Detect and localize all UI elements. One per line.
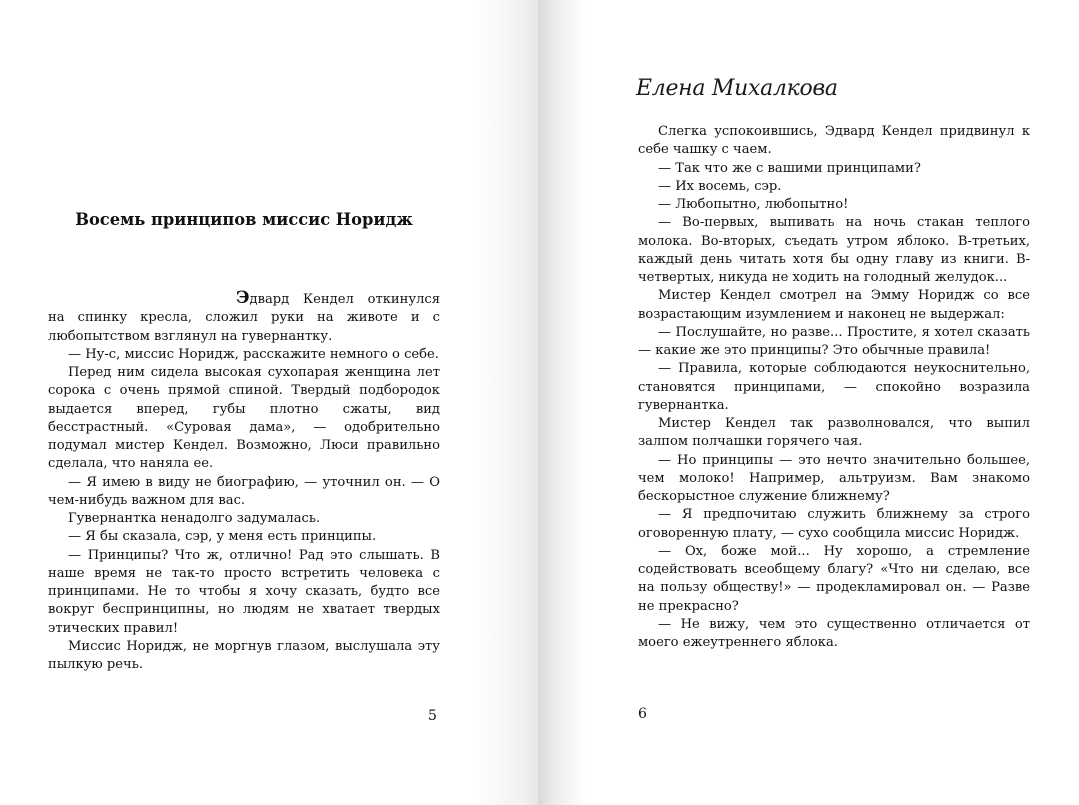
paragraph: — Правила, которые соблюдаются неукоснительно, становятся принципами, — спокойно возразила гувернантка. [638,361,1030,413]
paragraph: — Любопытно, любопытно! [658,197,849,212]
paragraph: Мистер Кендел так разволновался, что выпил залпом полчашки горячего чая. [638,416,1030,450]
paragraph: Перед ним сидела высокая сухопарая женщина лет сорока с очень прямой спиной. Твердый подбородок выдается вперед, губы плотно сжаты, вид бесстрастный. «Суровая дама», — одобрительно подумал мистер Кендел. Возможно, Люси правильно сделала, что наняла ее. [48,365,440,472]
right-page-text [638,123,1030,652]
paragraph: — Ох, боже мой... Ну хорошо, а стремление содействовать всеобщему благу? «Что ни сделаю, все на пользу обществу!» — продекламировал он. — Разве не прекрасно? [638,543,1030,614]
paragraph: — Принципы? Что ж, отлично! Рад это слышать. В наше время не так-то просто встретить человека с принципами. Не то чтобы я хочу сказать, будто все вокруг беспринципны, но людям не хватает твердых этических правил! [48,547,440,636]
left-page-text [48,289,440,674]
paragraph: — Но принципы — это нечто значительно большее, чем молоко! Например, альтруизм. Вам знакомо бескорыстное служение ближнему? [638,452,1030,504]
first-paragraph [48,289,440,346]
author-header: Елена Михалкова [636,76,838,101]
page-number-right: 6 [638,706,647,722]
chapter-title: Восемь принципов миссис Норидж [75,210,413,229]
paragraph: — Так что же с вашими принципами? [658,160,921,176]
left-page [0,0,538,805]
paragraph: — Я имею в виду не биографию, — уточнил он. — О чем-нибудь важном для вас. [48,474,440,508]
paragraph: — Я предпочитаю служить ближнему за строго оговоренную плату, — сухо сообщила миссис Норидж. [638,507,1030,541]
paragraph: — Не вижу, чем это существенно отличается от моего ежеутреннего яблока. [638,616,1030,650]
paragraph: — Ну-с, миссис Норидж, расскажите немного о себе. [68,346,439,362]
page-number-left: 5 [428,708,437,724]
paragraph: — Послушайте, но разве... Простите, я хотел сказать — какие же это принципы? Это обычные правила! [638,324,1030,358]
right-page [538,0,1079,805]
paragraph: — Их восемь, сэр. [658,178,782,194]
paragraph: Мистер Кендел смотрел на Эмму Норидж со все возрастающим изумлением и наконец не выдержал: [638,288,1030,322]
paragraph: — Я бы сказала, сэр, у меня есть принципы. [68,529,377,545]
first-paragraph-text: двард Кендел откинулся на спинку кресла, сложил руки на животе и с любопытством взглянул на гувернантку. [48,292,440,344]
paragraph: Миссис Норидж, не моргнув глазом, выслушала эту пылкую речь. [48,638,440,672]
paragraph: — Во-первых, выпивать на ночь стакан теплого молока. Во-вторых, съедать утром яблоко. В-третьих, каждый день читать хотя бы одну главу из книги. В-четвертых, никуда не ходить на голодный желудок... [638,215,1030,285]
paragraph: Гувернантка ненадолго задумалась. [68,511,321,526]
drop-cap: Э [236,288,250,308]
paragraph: Слегка успокоившись, Эдвард Кендел придвинул к себе чашку с чаем. [638,124,1030,158]
